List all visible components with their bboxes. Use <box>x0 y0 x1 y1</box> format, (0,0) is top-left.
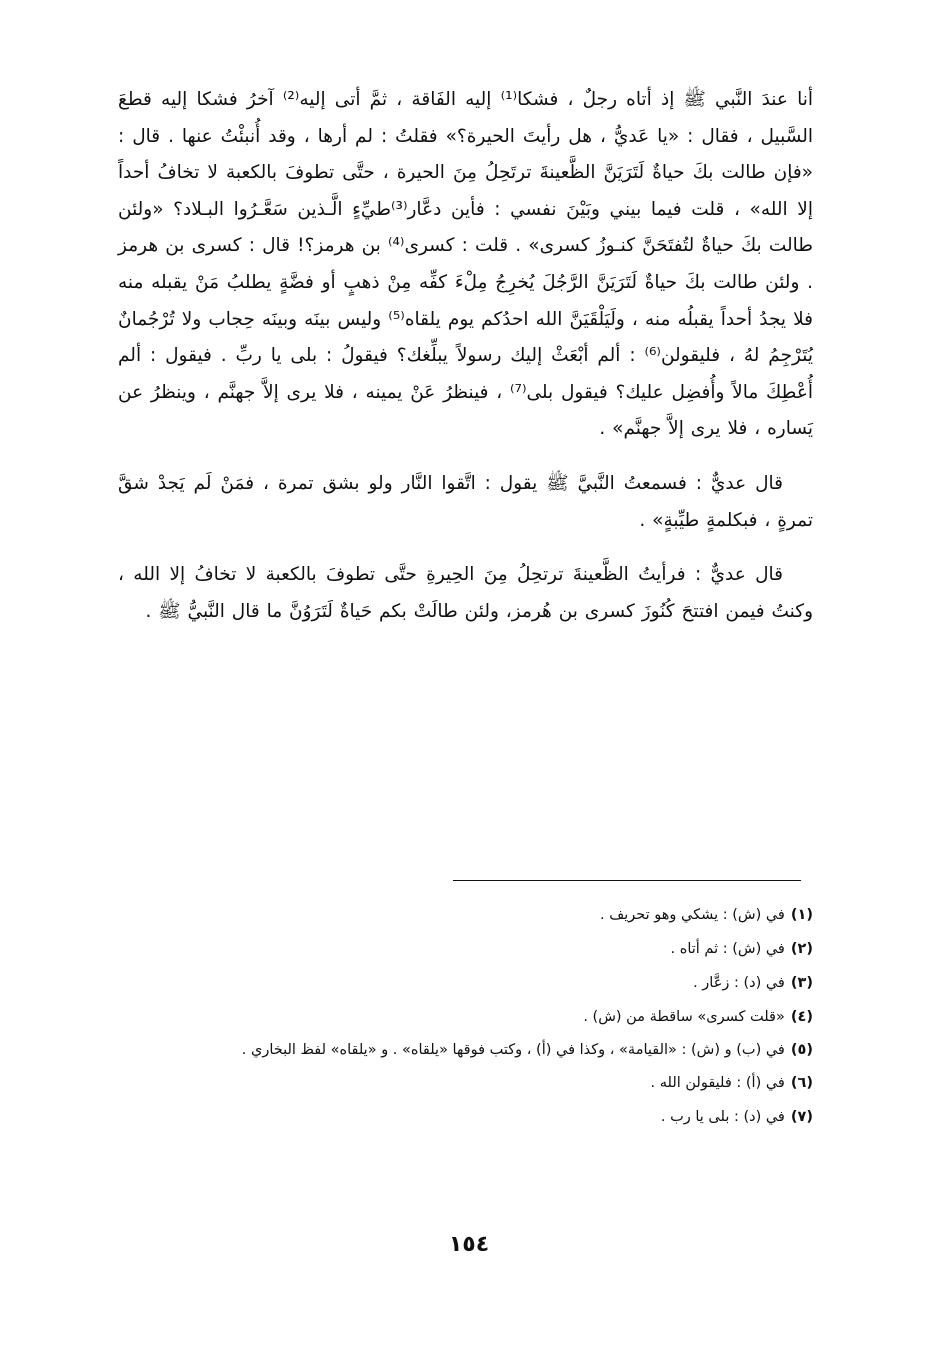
footnote-number: (٧) <box>790 1109 813 1125</box>
footnote-text: في (أ) : فليقولن الله . <box>650 1075 785 1091</box>
page-number: ١٥٤ <box>448 1232 490 1257</box>
footnote-text: في (ب) و (ش) : «القيامة» ، وكذا في (أ) ، وكتب فوقها «يلقاه» . و «يلقاه» لفظ البخاري . <box>241 1042 785 1058</box>
paragraph-adiy-heard: قال عديٌّ : فسمعتُ النَّبيَّ ﷺ يقول : اتَّقوا النَّار ولو بشق تمرة ، فمَنْ لَم يَجدْ شقَّ تمرةٍ ، فبكلمةٍ طيِّبةٍ» . <box>118 472 813 531</box>
footnote-3 <box>118 966 813 1000</box>
footnote-1 <box>118 898 813 932</box>
footnote-text: في (ش) : يشكي وهو تحريف . <box>600 907 785 923</box>
paragraph-adiy-saw: قال عديٌّ : فرأيتُ الظَّعينةَ ترتحِلُ مِنَ الحِيرةِ حتَّى تطوفَ بالكعبة لا تخافُ إلا الله ، وكنتُ فيمن افتتحَ كُنُوزَ كسرى بن هُرمز، ولئن طالَتْ بكم حَياةٌ لَتَرَوُنَّ ما قال النَّبيُّ ﷺ . <box>118 564 813 622</box>
footnote-5 <box>118 1034 813 1066</box>
footnote-number: (٦) <box>790 1075 813 1091</box>
footnote-number: (٣) <box>790 975 813 991</box>
footnote-4 <box>118 1000 813 1034</box>
footnote-number: (١) <box>790 907 813 923</box>
footnote-number: (٥) <box>790 1042 813 1058</box>
footnote-text: «قلت كسرى» ساقطة من (ش) . <box>583 1009 785 1025</box>
footnote-number: (٤) <box>790 1009 813 1025</box>
footnote-2 <box>118 932 813 966</box>
footnote-text: في (ش) : ثم أتاه . <box>670 941 785 957</box>
footnote-divider <box>453 880 801 881</box>
footnote-text: في (د) : زعَّار . <box>693 975 785 991</box>
paragraph-hadith: أنا عندَ النَّبي ﷺ إذ أتاه رجلٌ ، فشكا⁽¹⁾ إليه الفَاقة ، ثمَّ أتى إليه⁽²⁾ آخرُ فشكا إليه قطعَ السَّبيل ، فقال : «يا عَديُّ ، هل رأيتَ الحيرة؟» فقلتُ : لم أرها ، وقد أُنبئْتُ عنها . قال : «فإن طالت بكَ حياةٌ لَتَرَيَنَّ الظَّعينةَ ترتَحِلُ مِنَ الحيرة ، حتَّى تطوفَ بالكعبة لا تخافُ أحداً إلا الله» ، قلت فيما بيني وبَيْنَ نفسي : فأين دعَّار⁽³⁾طيِّءٍ الَّـذين سَعَّـرُوا البـلاد؟ «ولئن طالت بكَ حياةٌ لتُفتَحَنَّ كنـوزُ كسرى» . قلت : كسرى⁽⁴⁾ بن هرمز؟! قال : كسرى بن هرمز . ولئن طالت بكَ حياةٌ لَتَرَيَنَّ الرَّجُلَ يُخرِجُ مِلْءَ كفِّه مِنْ ذهبٍ أو فضَّةٍ يطلبُ مَنْ يقبله منه فلا يجدُ أحداً يقبلُه منه ، ولَيَلْقَيَنَّ الله احدُكم يوم يلقاه⁽⁵⁾ وليس بينَه وبينَه حِجاب ولا تُرْجُمانٌ يُتَرْجِمُ لهُ ، فليقولن⁽⁶⁾ : ألم أبْعَثْ إليك رسولاً يبلِّغك؟ فيقولُ : بلى يا ربِّ . فيقول : ألم أُعْطِكَ مالاً وأُفضِل عليك؟ فيقول بلى⁽⁷⁾ ، فينظرُ عَنْ يمينه ، فلا يرى إلاَّ جهنَّم ، وينظرُ عن يَساره ، فلا يرى إلاَّ جهنَّم» . <box>118 89 814 440</box>
footnote-text: في (د) : بلى يا رب . <box>660 1109 785 1125</box>
footnote-number: (٢) <box>790 941 813 957</box>
main-text <box>118 82 813 630</box>
footnote-7 <box>118 1100 813 1134</box>
footnotes <box>118 898 813 1134</box>
footnote-6 <box>118 1066 813 1100</box>
